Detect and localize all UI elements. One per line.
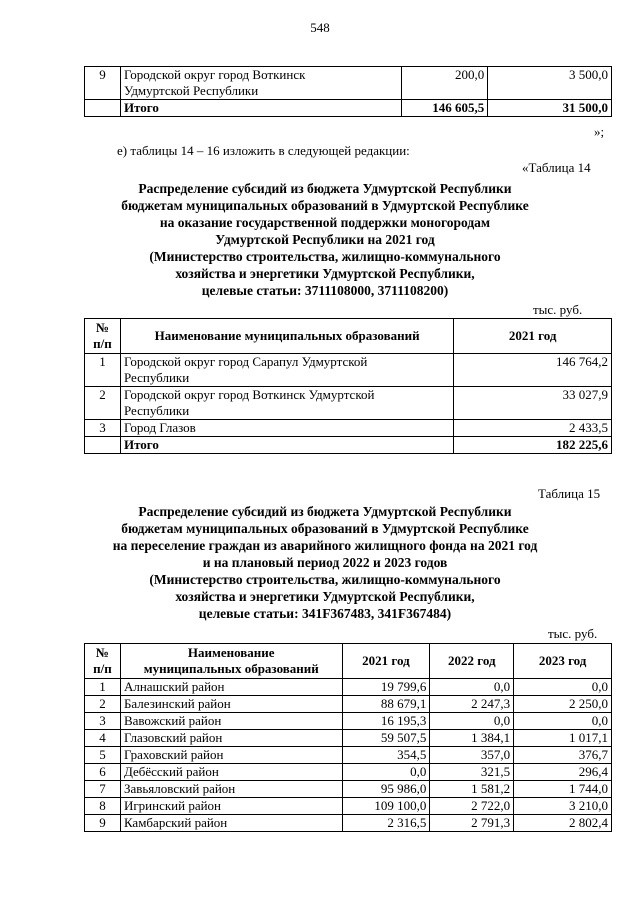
table-row bbox=[85, 730, 612, 747]
row-number: 1 bbox=[85, 354, 121, 387]
table-15-body bbox=[85, 679, 612, 832]
row-name: Граховский район bbox=[120, 747, 342, 764]
row-value-2022: 2 722,0 bbox=[430, 798, 514, 815]
page-number: 548 bbox=[310, 20, 330, 35]
header-number: № п/п bbox=[85, 644, 121, 679]
header-year: 2021 год bbox=[454, 319, 612, 354]
row-value-2023: 2 250,0 bbox=[514, 696, 612, 713]
table14-label: «Таблица 14 bbox=[522, 160, 591, 175]
row-number: 2 bbox=[85, 387, 121, 420]
row-value-2023: 2 802,4 bbox=[514, 815, 612, 832]
row-value: 2 433,5 bbox=[454, 420, 612, 437]
header-year-2021: 2021 год bbox=[342, 644, 430, 679]
row-value-2021: 59 507,5 bbox=[342, 730, 430, 747]
row-value-2022: 357,0 bbox=[430, 747, 514, 764]
row-number: 4 bbox=[85, 730, 121, 747]
row-name: Завьяловский район bbox=[120, 781, 342, 798]
row-value-2023: 1 017,1 bbox=[514, 730, 612, 747]
row-name: Городской округ город Воткинск Удмуртской Республики bbox=[120, 67, 401, 100]
row-value-2021: 16 195,3 bbox=[342, 713, 430, 730]
header-year-2022: 2022 год bbox=[430, 644, 514, 679]
row-value-2022: 0,0 bbox=[430, 679, 514, 696]
instruction-text: е) таблицы 14 – 16 изложить в следующей редакции: bbox=[117, 143, 410, 158]
row-name: Глазовский район bbox=[120, 730, 342, 747]
row-value-2021: 2 316,5 bbox=[342, 815, 430, 832]
total-row bbox=[85, 100, 612, 117]
row-value-2021: 95 986,0 bbox=[342, 781, 430, 798]
table15-label: Таблица 15 bbox=[538, 486, 601, 501]
table-row bbox=[85, 354, 612, 387]
table15-title: Распределение субсидий из бюджета Удмуртской Республики бюджетам муниципальных образований в Удмуртской Республике на переселение граждан из аварийного жилищного фонда на 2021 год и на плановый период 2022 и 2023 годов (Министерство строительства, жилищно-коммунального хозяйства и энергетики Удмуртской Республики, целевые статьи: 341F367483, 341F367484) bbox=[112, 504, 538, 621]
row-name: Городской округ город Воткинск Удмуртской Республики bbox=[120, 387, 453, 420]
row-name: Балезинский район bbox=[120, 696, 342, 713]
row-name: Дебёсский район bbox=[120, 764, 342, 781]
total-value-1: 146 605,5 bbox=[402, 100, 488, 117]
row-number: 2 bbox=[85, 696, 121, 713]
row-number: 6 bbox=[85, 764, 121, 781]
row-number: 8 bbox=[85, 798, 121, 815]
row-number: 3 bbox=[85, 713, 121, 730]
table14-title: Распределение субсидий из бюджета Удмуртской Республики бюджетам муниципальных образований в Удмуртской Республике на оказание государственной поддержки моногородам Удмуртской Республики на 2021 год (Министерство строительства, жилищно-коммунального хозяйства и энергетики Удмуртской Республики, целевые статьи: 3711108000, 3711108200) bbox=[121, 181, 529, 298]
row-number: 9 bbox=[85, 67, 121, 100]
row-value-2022: 0,0 bbox=[430, 713, 514, 730]
row-value-2023: 376,7 bbox=[514, 747, 612, 764]
table-row bbox=[85, 815, 612, 832]
row-value: 146 764,2 bbox=[454, 354, 612, 387]
total-row bbox=[85, 437, 612, 454]
table-continuation bbox=[84, 66, 612, 117]
row-value-2021: 109 100,0 bbox=[342, 798, 430, 815]
table-row bbox=[85, 781, 612, 798]
table-row bbox=[85, 420, 612, 437]
row-name: Алнашский район bbox=[120, 679, 342, 696]
row-value-2022: 2 247,3 bbox=[430, 696, 514, 713]
table-header-row bbox=[85, 319, 612, 354]
row-value-2021: 19 799,6 bbox=[342, 679, 430, 696]
row-value-2021: 0,0 bbox=[342, 764, 430, 781]
row-value-2022: 1 581,2 bbox=[430, 781, 514, 798]
row-number: 5 bbox=[85, 747, 121, 764]
total-value-2: 31 500,0 bbox=[488, 100, 612, 117]
row-value-2021: 88 679,1 bbox=[342, 696, 430, 713]
table15-unit: тыс. руб. bbox=[548, 626, 598, 641]
row-value-2023: 0,0 bbox=[514, 713, 612, 730]
row-value-2023: 3 210,0 bbox=[514, 798, 612, 815]
row-value-2023: 0,0 bbox=[514, 679, 612, 696]
table-14 bbox=[84, 318, 612, 454]
row-value-2022: 2 791,3 bbox=[430, 815, 514, 832]
row-value-2: 3 500,0 bbox=[488, 67, 612, 100]
row-number: 7 bbox=[85, 781, 121, 798]
row-value-2023: 1 744,0 bbox=[514, 781, 612, 798]
row-number: 1 bbox=[85, 679, 121, 696]
row-name: Игринский район bbox=[120, 798, 342, 815]
row-name: Город Глазов bbox=[120, 420, 453, 437]
table-row bbox=[85, 798, 612, 815]
total-label: Итого bbox=[120, 100, 401, 117]
header-name: Наименование муниципальных образований bbox=[120, 319, 453, 354]
row-value-1: 200,0 bbox=[402, 67, 488, 100]
total-value: 182 225,6 bbox=[454, 437, 612, 454]
header-year-2023: 2023 год bbox=[514, 644, 612, 679]
row-name: Камбарский район bbox=[120, 815, 342, 832]
row-value-2022: 321,5 bbox=[430, 764, 514, 781]
row-name: Вавожский район bbox=[120, 713, 342, 730]
row-number: 9 bbox=[85, 815, 121, 832]
row-value-2023: 296,4 bbox=[514, 764, 612, 781]
table-row bbox=[85, 387, 612, 420]
table-15 bbox=[84, 643, 612, 832]
row-name: Городской округ город Сарапул Удмуртской Республики bbox=[120, 354, 453, 387]
table14-unit: тыс. руб. bbox=[533, 302, 583, 317]
row-value-2022: 1 384,1 bbox=[430, 730, 514, 747]
table-row bbox=[85, 679, 612, 696]
closing-quote: »; bbox=[594, 124, 605, 139]
table-row bbox=[85, 747, 612, 764]
row-value-2021: 354,5 bbox=[342, 747, 430, 764]
row-number: 3 bbox=[85, 420, 121, 437]
row-value: 33 027,9 bbox=[454, 387, 612, 420]
table-row bbox=[85, 713, 612, 730]
header-name: Наименование муниципальных образований bbox=[120, 644, 342, 679]
table-header-row bbox=[85, 644, 612, 679]
table-row bbox=[85, 696, 612, 713]
table-row bbox=[85, 764, 612, 781]
total-label: Итого bbox=[120, 437, 453, 454]
header-number: № п/п bbox=[85, 319, 121, 354]
table-row bbox=[85, 67, 612, 100]
